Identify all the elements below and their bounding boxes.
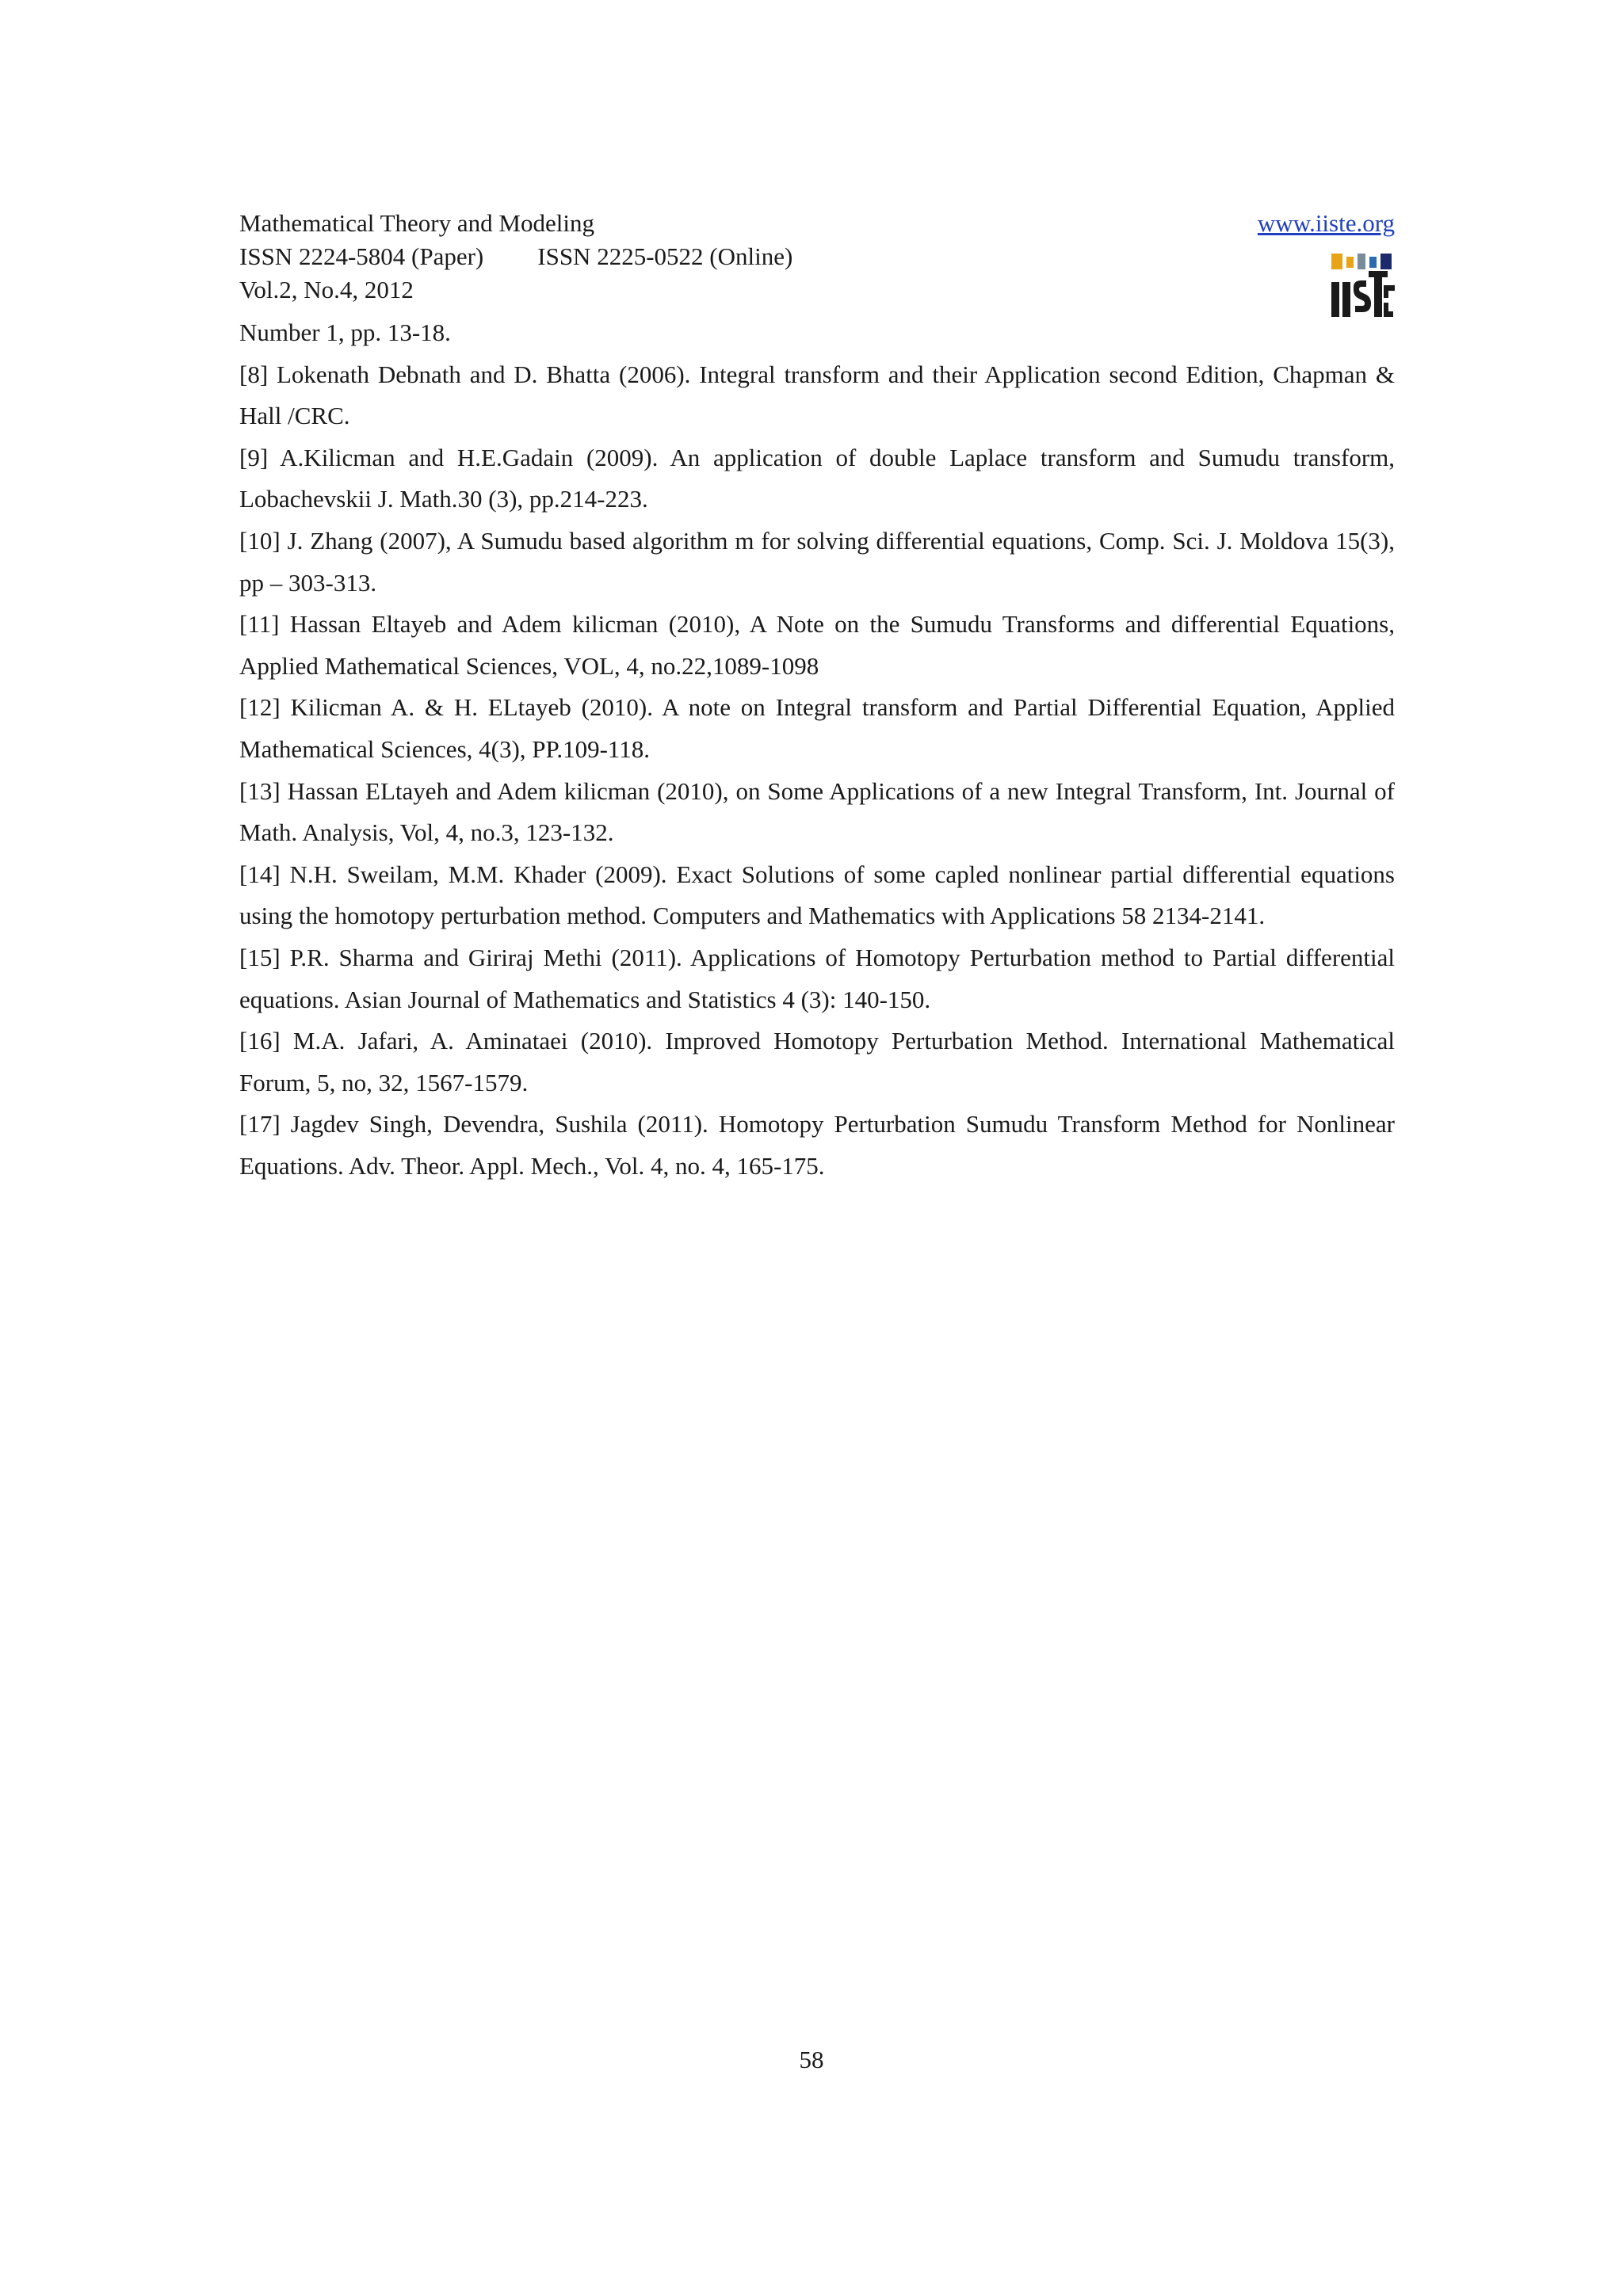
running-header bbox=[239, 208, 1395, 318]
issn-line bbox=[239, 241, 792, 273]
reference-item: [16] M.A. Jafari, A. Aminataei (2010). Improved Homotopy Perturbation Method. International Mathematical Forum, 5, no, 32, 1567-1579. bbox=[239, 1027, 1395, 1097]
reference-item: [8] Lokenath Debnath and D. Bhatta (2006). Integral transform and their Application second Edition, Chapman & Hall /CRC. bbox=[239, 360, 1395, 430]
page-number: 58 bbox=[799, 2046, 824, 2073]
reference-item: [14] N.H. Sweilam, M.M. Khader (2009). Exact Solutions of some capled nonlinear partial differential equations using the homotopy perturbation method. Computers and Mathematics with Applications 58 2134-2141. bbox=[239, 860, 1395, 930]
reference-item: [10] J. Zhang (2007), A Sumudu based algorithm m for solving differential equations, Comp. Sci. J. Moldova 15(3), pp – 303-313. bbox=[239, 526, 1395, 597]
logo-bar-2 bbox=[1346, 257, 1354, 268]
reference-item: [17] Jagdev Singh, Devendra, Sushila (2011). Homotopy Perturbation Sumudu Transform Method for Nonlinear Equations. Adv. Theor. Appl. Mech., Vol. 4, no. 4, 165-175. bbox=[239, 1110, 1395, 1180]
logo-bar-4 bbox=[1369, 257, 1377, 268]
issn-online: ISSN 2225-0522 (Online) bbox=[537, 242, 793, 270]
reference-item: [11] Hassan Eltayeb and Adem kilicman (2010), A Note on the Sumudu Transforms and differential Equations, Applied Mathematical Sciences, VOL, 4, no.22,1089-1098 bbox=[239, 610, 1395, 680]
journal-url-link[interactable]: www.iiste.org bbox=[1257, 209, 1395, 237]
references-list bbox=[239, 312, 1395, 1187]
logo-bar-5 bbox=[1381, 254, 1392, 269]
reference-item: [15] P.R. Sharma and Giriraj Methi (2011). Applications of Homotopy Perturbation method to Partial differential equations. Asian Journal of Mathematics and Statistics 4 (3): 140-150. bbox=[239, 943, 1395, 1013]
reference-item: [12] Kilicman A. & H. ELtayeb (2010). A note on Integral transform and Partial Differential Equation, Applied Mathematical Sciences, 4(3), PP.109-118. bbox=[239, 693, 1395, 763]
volume-info: Vol.2, No.4, 2012 bbox=[239, 276, 414, 303]
reference-item: Number 1, pp. 13-18. bbox=[239, 318, 451, 346]
logo-letters bbox=[1331, 271, 1395, 317]
issn-paper: ISSN 2224-5804 (Paper) bbox=[239, 242, 484, 270]
iiste-logo-icon bbox=[1330, 252, 1395, 318]
reference-item: [13] Hassan ELtayeh and Adem kilicman (2010), on Some Applications of a new Integral Transform, Int. Journal of Math. Analysis, Vol, 4, no.3, 123-132. bbox=[239, 776, 1395, 847]
logo-bar-1 bbox=[1331, 254, 1342, 269]
logo-bar-3 bbox=[1358, 254, 1365, 269]
reference-item: [9] A.Kilicman and H.E.Gadain (2009). An application of double Laplace transform and Sumudu transform, Lobachevskii J. Math.30 (3), pp.214-223. bbox=[239, 443, 1395, 513]
journal-title: Mathematical Theory and Modeling bbox=[239, 209, 594, 237]
